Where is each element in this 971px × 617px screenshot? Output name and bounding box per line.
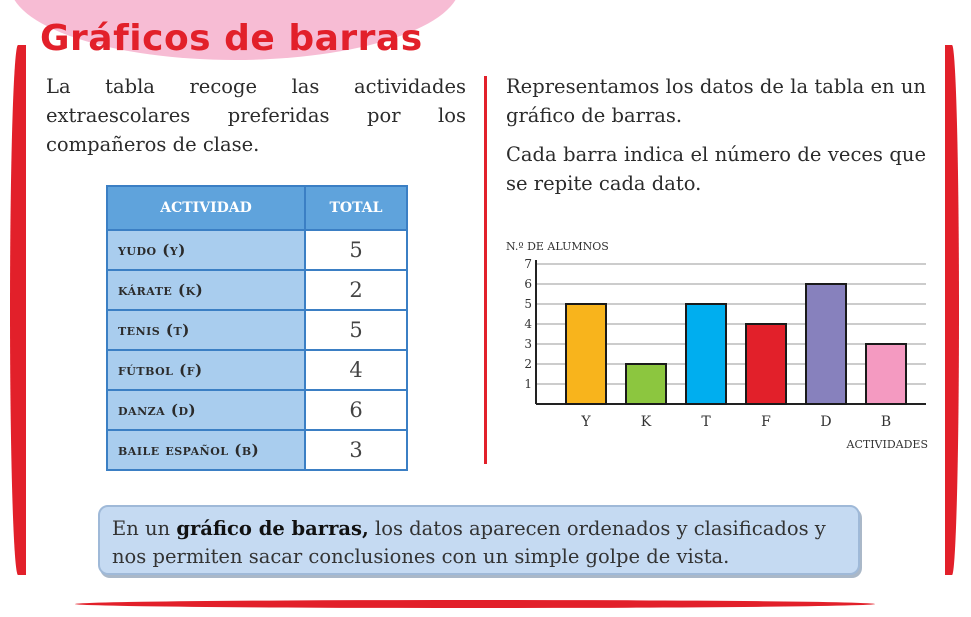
header-total: TOTAL bbox=[305, 186, 407, 230]
page-title: Gráficos de barras bbox=[40, 18, 423, 59]
table-row bbox=[107, 350, 407, 390]
activity-cell: yudo (y) bbox=[107, 230, 305, 270]
total-cell: 2 bbox=[305, 270, 407, 310]
y-tick-label: 6 bbox=[524, 277, 532, 291]
x-tick-label: B bbox=[880, 414, 892, 430]
activity-cell: baile español (b) bbox=[107, 430, 305, 470]
activity-cell: tenis (t) bbox=[107, 310, 305, 350]
summary-text-highlight: gráfico de barras, bbox=[176, 517, 369, 540]
x-tick-label: Y bbox=[581, 414, 591, 430]
header-actividad: ACTIVIDAD bbox=[107, 186, 305, 230]
total-cell: 3 bbox=[305, 430, 407, 470]
right-red-border bbox=[945, 45, 959, 575]
summary-info-box bbox=[98, 505, 860, 575]
table-row bbox=[107, 390, 407, 430]
table-row bbox=[107, 270, 407, 310]
x-tick-label: F bbox=[761, 414, 771, 430]
table-row bbox=[107, 430, 407, 470]
total-cell: 4 bbox=[305, 350, 407, 390]
summary-text-post: los datos aparecen ordenados y clasificados y nos permiten sacar conclusiones con un simple golpe de vista. bbox=[112, 517, 826, 568]
bar-f bbox=[746, 324, 786, 404]
x-tick-label: K bbox=[640, 414, 652, 430]
y-tick-label: 7 bbox=[524, 257, 532, 271]
bar-k bbox=[626, 364, 666, 404]
bar-t bbox=[686, 304, 726, 404]
y-tick-label: 2 bbox=[524, 357, 532, 371]
bar-b bbox=[866, 344, 906, 404]
activity-cell: danza (d) bbox=[107, 390, 305, 430]
x-axis-label: ACTIVIDADES bbox=[846, 438, 928, 451]
chart-explanation-paragraph: Cada barra indica el número de veces que se repite cada dato. bbox=[506, 143, 926, 195]
total-cell: 6 bbox=[305, 390, 407, 430]
chart-intro-paragraph: Representamos los datos de la tabla en un gráfico de barras. bbox=[506, 75, 926, 127]
activity-cell: fútbol (f) bbox=[107, 350, 305, 390]
bar-d bbox=[806, 284, 846, 404]
y-axis-label: N.º DE ALUMNOS bbox=[506, 240, 609, 253]
x-tick-label: T bbox=[701, 414, 711, 430]
activity-cell: kárate (k) bbox=[107, 270, 305, 310]
table-row bbox=[107, 310, 407, 350]
total-cell: 5 bbox=[305, 230, 407, 270]
bar-chart bbox=[490, 236, 935, 456]
y-tick-label: 4 bbox=[524, 317, 532, 331]
column-divider bbox=[484, 76, 487, 464]
summary-text-pre: En un bbox=[112, 517, 177, 540]
bottom-red-line bbox=[75, 600, 875, 608]
summary-text bbox=[112, 515, 846, 571]
x-tick-label: D bbox=[820, 414, 832, 430]
table-row bbox=[107, 230, 407, 270]
table-header-row bbox=[107, 186, 407, 230]
total-cell: 5 bbox=[305, 310, 407, 350]
left-red-border bbox=[10, 45, 26, 575]
y-tick-label: 3 bbox=[524, 337, 532, 351]
y-tick-label: 5 bbox=[524, 297, 532, 311]
y-tick-label: 1 bbox=[524, 377, 532, 391]
activities-table bbox=[106, 185, 408, 471]
bar-y bbox=[566, 304, 606, 404]
intro-paragraph: La tabla recoge las actividades extraescolares preferidas por los compañeros de clase. bbox=[46, 75, 466, 156]
